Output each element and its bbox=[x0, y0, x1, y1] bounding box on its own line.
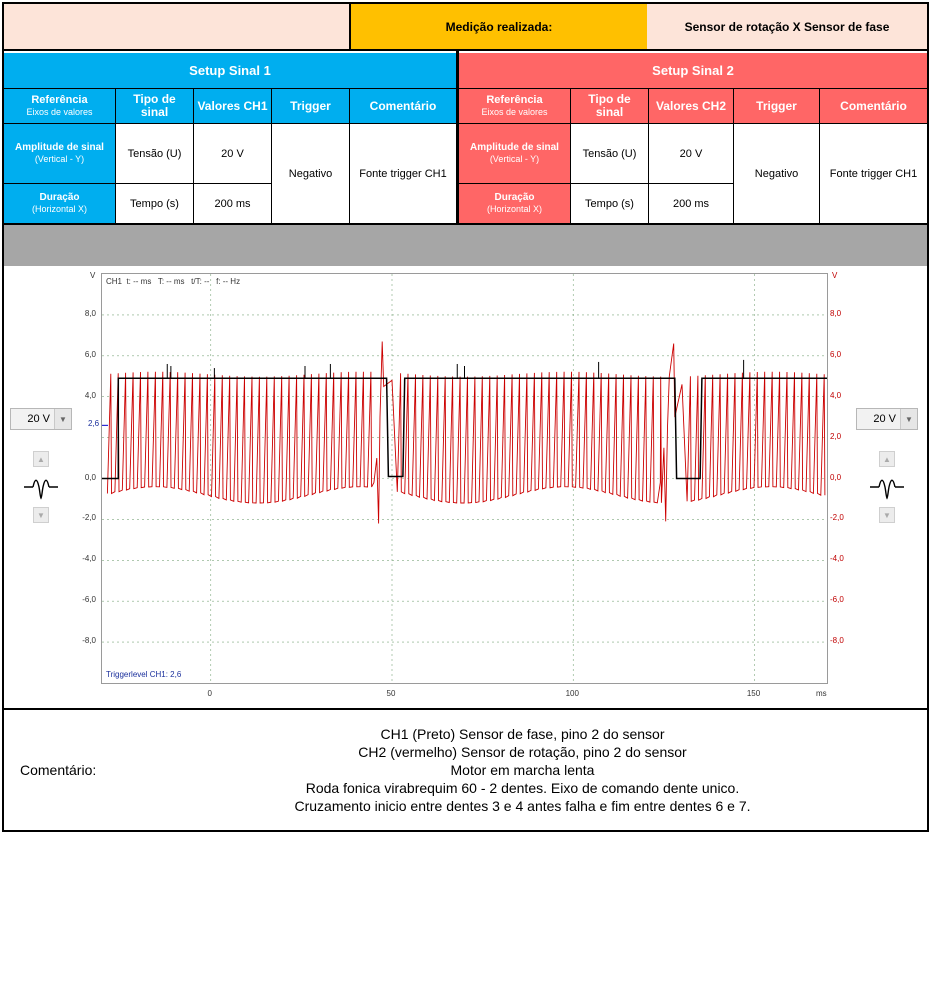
setup2-referencia-label: Referência bbox=[486, 94, 543, 106]
setup2-amp-label: Amplitude de sinal bbox=[470, 142, 559, 153]
comment-label: Comentário: bbox=[20, 762, 97, 778]
y-tick-left: 8,0 bbox=[84, 308, 96, 318]
y-tick-right: 8,0 bbox=[830, 308, 842, 318]
comment-line-4: Roda fonica virabrequim 60 - 2 dentes. Eixo de comando dente unico. bbox=[305, 780, 740, 796]
x-tick: 50 bbox=[386, 689, 396, 698]
setup1-dur-valor: 200 ms bbox=[193, 183, 271, 223]
setup2-dur-sub: (Horizontal X) bbox=[486, 204, 542, 214]
setup1-dur-sub: (Horizontal X) bbox=[31, 204, 87, 214]
y-tick-left: -8,0 bbox=[82, 636, 96, 646]
setup1-amp-sub: (Vertical - Y) bbox=[34, 154, 85, 164]
setup2-title: Setup Sinal 2 bbox=[459, 53, 927, 88]
chevron-up-icon: ▲ bbox=[883, 454, 891, 464]
ch1-offset-down-button[interactable] bbox=[33, 507, 49, 523]
ch1-range-select[interactable] bbox=[10, 408, 72, 430]
y-tick-left: 6,0 bbox=[84, 349, 96, 359]
setup2-amp-sub: (Vertical - Y) bbox=[489, 154, 540, 164]
ch1-waveform-icon bbox=[24, 474, 58, 500]
chevron-down-icon: ▼ bbox=[37, 510, 45, 520]
setup2-header-comentario: Comentário bbox=[819, 88, 927, 123]
ch2-offset-up-button[interactable] bbox=[879, 451, 895, 467]
medicao-value: Sensor de rotação X Sensor de fase bbox=[647, 4, 927, 49]
y-tick-left: -4,0 bbox=[82, 554, 96, 564]
comment-line-5: Cruzamento inicio entre dentes 3 e 4 antes falha e fim entre dentes 6 e 7. bbox=[294, 798, 751, 814]
y-tick-right: 4,0 bbox=[830, 390, 842, 400]
setup2-header-referencia bbox=[459, 88, 570, 123]
setup2-dur-tipo: Tempo (s) bbox=[570, 183, 648, 223]
setup1-referencia-label: Referência bbox=[31, 94, 88, 106]
setup1-dur-tipo: Tempo (s) bbox=[115, 183, 193, 223]
y-tick-right: 2,0 bbox=[830, 431, 842, 441]
setup2-eixos-label: Eixos de valores bbox=[481, 107, 548, 117]
setup2-amp-ref bbox=[459, 123, 570, 183]
y-tick-left: -2,0 bbox=[82, 513, 96, 523]
y-tick-right: -6,0 bbox=[830, 595, 844, 605]
trigger-marker-label: 2,6 bbox=[88, 419, 100, 428]
setup2-comentario: Fonte trigger CH1 bbox=[819, 123, 927, 223]
comment-line-3: Motor em marcha lenta bbox=[450, 762, 595, 778]
trigger-level-text: Triggerlevel CH1: 2,6 bbox=[106, 670, 182, 679]
setup1-header-tipo: Tipo de sinal bbox=[115, 88, 193, 123]
ch1-offset-up-button[interactable] bbox=[33, 451, 49, 467]
y-tick-left: 4,0 bbox=[84, 390, 96, 400]
setup2-header-valores: Valores CH2 bbox=[648, 88, 733, 123]
setup1-amp-tipo: Tensão (U) bbox=[115, 123, 193, 183]
right-unit-label: V bbox=[832, 271, 838, 280]
setup2-trigger: Negativo bbox=[733, 123, 819, 223]
setup1-amp-ref bbox=[4, 123, 115, 183]
setup1-header-referencia bbox=[4, 88, 115, 123]
setup1-trigger: Negativo bbox=[271, 123, 349, 223]
ch2-range-value: 20 V bbox=[873, 413, 896, 425]
chevron-down-icon: ▼ bbox=[883, 510, 891, 520]
left-unit-label: V bbox=[90, 271, 96, 280]
plot-area bbox=[101, 273, 828, 684]
x-tick: 150 bbox=[746, 689, 761, 698]
y-tick-right: -2,0 bbox=[830, 513, 844, 523]
setup1-header-trigger: Trigger bbox=[271, 88, 349, 123]
comment-line-1: CH1 (Preto) Sensor de fase, pino 2 do sensor bbox=[380, 726, 665, 742]
setup1-amp-label: Amplitude de sinal bbox=[15, 142, 104, 153]
ch1-range-value: 20 V bbox=[27, 413, 50, 425]
ch2-offset-down-button[interactable] bbox=[879, 507, 895, 523]
setup2-header-trigger: Trigger bbox=[733, 88, 819, 123]
x-unit-label: ms bbox=[816, 689, 827, 698]
setup2-dur-ref bbox=[459, 183, 570, 223]
y-tick-left: 0,0 bbox=[84, 472, 96, 482]
setup1-header-comentario: Comentário bbox=[349, 88, 456, 123]
setup1-dur-label: Duração bbox=[39, 192, 80, 203]
setup2-amp-valor: 20 V bbox=[648, 123, 733, 183]
setup1-header-valores: Valores CH1 bbox=[193, 88, 271, 123]
chevron-down-icon: ▼ bbox=[900, 409, 917, 429]
setup2-dur-label: Duração bbox=[494, 192, 535, 203]
setup2-amp-tipo: Tensão (U) bbox=[570, 123, 648, 183]
setup1-eixos-label: Eixos de valores bbox=[26, 107, 93, 117]
x-tick: 0 bbox=[207, 689, 212, 698]
oscilloscope-plot bbox=[102, 274, 827, 683]
medicao-label: Medição realizada: bbox=[349, 4, 647, 49]
chevron-up-icon: ▲ bbox=[37, 454, 45, 464]
setup1-title: Setup Sinal 1 bbox=[4, 53, 456, 88]
setup1-comentario: Fonte trigger CH1 bbox=[349, 123, 456, 223]
setup2-dur-valor: 200 ms bbox=[648, 183, 733, 223]
ch2-trace bbox=[107, 342, 825, 524]
y-tick-right: -8,0 bbox=[830, 636, 844, 646]
ch2-waveform-icon bbox=[870, 474, 904, 500]
x-tick: 100 bbox=[565, 689, 579, 698]
setup1-dur-ref bbox=[4, 183, 115, 223]
y-tick-right: -4,0 bbox=[830, 554, 844, 564]
setup1-amp-valor: 20 V bbox=[193, 123, 271, 183]
chevron-down-icon: ▼ bbox=[54, 409, 71, 429]
y-tick-right: 6,0 bbox=[830, 349, 842, 359]
y-tick-right: 0,0 bbox=[830, 472, 842, 482]
ch2-range-select[interactable] bbox=[856, 408, 918, 430]
gray-band bbox=[2, 225, 929, 266]
comment-line-2: CH2 (vermelho) Sensor de rotação, pino 2 do sensor bbox=[358, 744, 687, 760]
readout-text: CH1 t: -- ms T: -- ms t/T: -- f: -- Hz bbox=[106, 277, 241, 286]
setup2-header-tipo: Tipo de sinal bbox=[570, 88, 648, 123]
top-left-blank bbox=[4, 4, 349, 49]
y-tick-left: -6,0 bbox=[82, 595, 96, 605]
